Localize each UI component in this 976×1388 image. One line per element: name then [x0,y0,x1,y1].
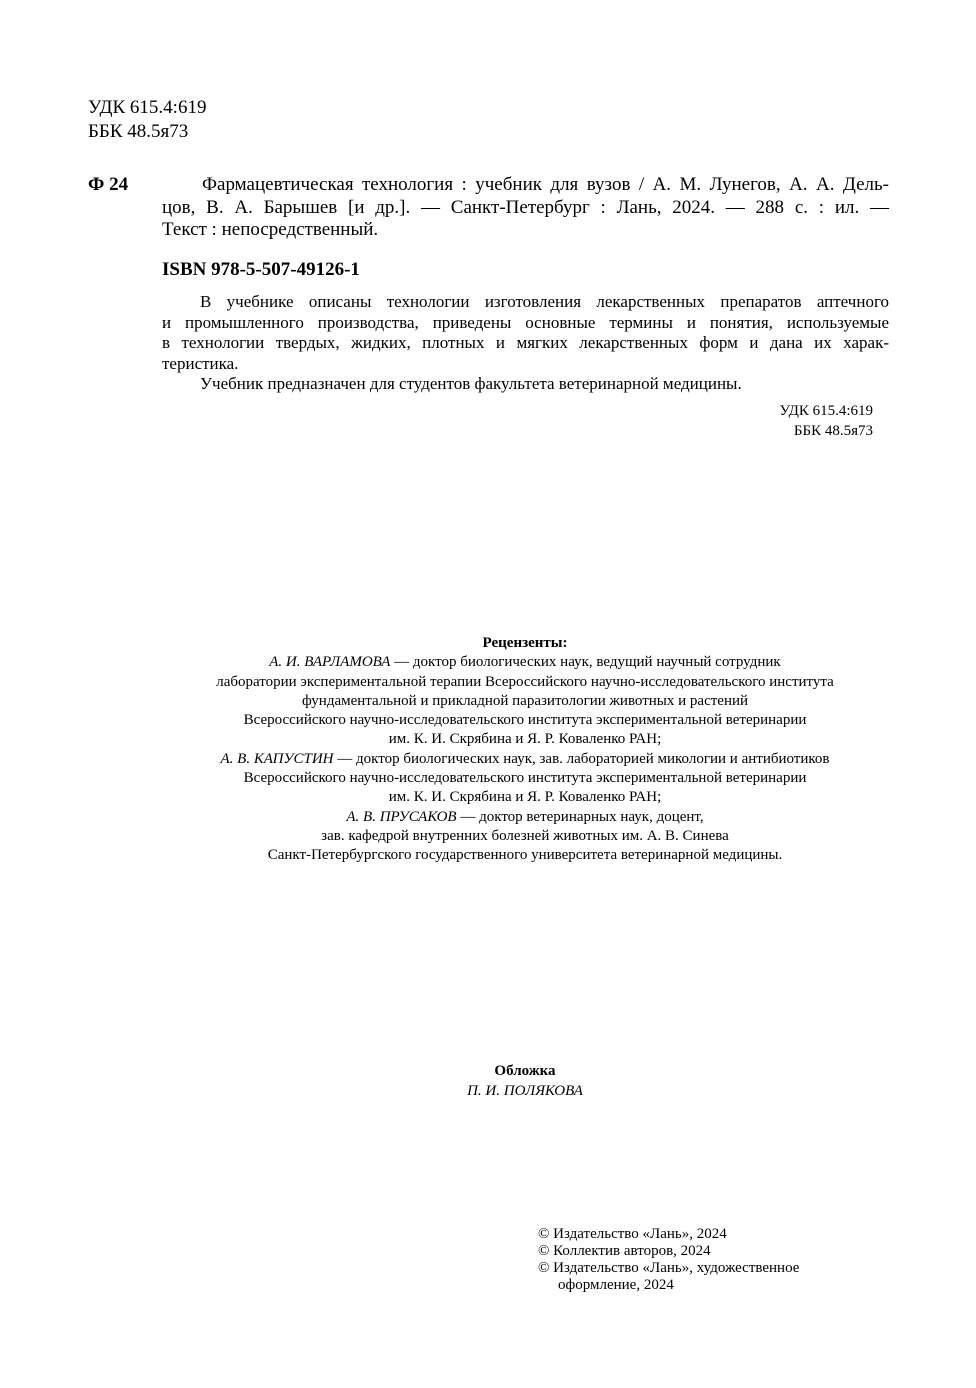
author-cipher: Ф 24 [88,174,129,195]
annotation [162,292,889,395]
udk-code: УДК 615.4:619 [779,403,873,419]
bib-line: Текст : непосредственный. [162,219,379,240]
reviewer-line: фундаментальной и прикладной паразитологии животных и растений [301,692,749,709]
copyright-line: © Издательство «Лань», 2024 [538,1226,727,1242]
bbk-code: ББК 48.5я73 [88,121,189,142]
copyright-line: оформление, 2024 [558,1277,674,1293]
reviewers-block [0,634,976,866]
header-classification [88,96,206,144]
reviewer-line [0,653,976,672]
bibliographic-record [162,174,889,242]
reviewers-heading: Рецензенты: [482,635,568,651]
reviewer-credentials: — доктор биологических наук, зав. лабораторией микологии и антибиотиков [333,750,830,767]
reviewer-credentials: — доктор биологических наук, ведущий научный сотрудник [390,654,781,671]
annotation-line: теристика. [162,353,239,373]
annotation-line: и промышленного производства, приведены основные термины и понятия, используемые [162,312,889,332]
bib-line: Фармацевтическая технология : учебник для вузов / А. М. Лунегов, А. А. Дель- [202,174,889,195]
reviewer-line: лаборатории экспериментальной терапии Всероссийского научно-исследовательского института [216,673,834,690]
reviewer-credentials: — доктор ветеринарных наук, доцент, [456,808,704,825]
annotation-line: в технологии твердых, жидких, плотных и мягких лекарственных форм и дана их харак- [162,333,889,352]
cover-designer: П. И. ПОЛЯКОВА [467,1083,583,1099]
reviewer-line: Всероссийского научно-исследовательского института экспериментальной ветеринарии [243,770,807,787]
reviewer-name: А. В. ПРУСАКОВ [346,808,457,825]
reviewer-line: Всероссийского научно-исследовательского института экспериментальной ветеринарии [243,712,807,729]
cover-heading: Обложка [494,1063,556,1079]
reviewer-name: А. В. КАПУСТИН [220,750,334,767]
classification-codes [779,401,873,441]
udk-code: УДК 615.4:619 [88,97,207,118]
isbn: ISBN 978-5-507-49126-1 [162,259,360,280]
cover-credit [0,1061,976,1101]
reviewer-line [0,808,976,827]
reviewer-line: им. К. И. Скрябина и Я. Р. Коваленко РАН; [388,789,662,806]
annotation-line: В учебнике описаны технологии изготовления лекарственных препаратов аптечного [200,292,889,311]
reviewer-line: Санкт-Петербургского государственного университета ветеринарной медицины. [267,847,783,864]
reviewer-line [0,750,976,769]
annotation-purpose: Учебник предназначен для студентов факультета ветеринарной медицины. [200,374,742,393]
copyright-line: © Издательство «Лань», художественное [538,1260,800,1276]
copyright-block [538,1226,799,1294]
copyright-line: © Коллектив авторов, 2024 [538,1243,711,1259]
bbk-code: ББК 48.5я73 [793,423,873,439]
bib-line: цов, В. А. Барышев [и др.]. — Санкт-Петербург : Лань, 2024. — 288 с. : ил. — [162,196,889,218]
reviewer-line: им. К. И. Скрябина и Я. Р. Коваленко РАН; [388,731,662,748]
reviewer-line: зав. кафедрой внутренних болезней животных им. А. В. Синева [321,827,729,844]
reviewer-name: А. И. ВАРЛАМОВА [269,654,391,671]
